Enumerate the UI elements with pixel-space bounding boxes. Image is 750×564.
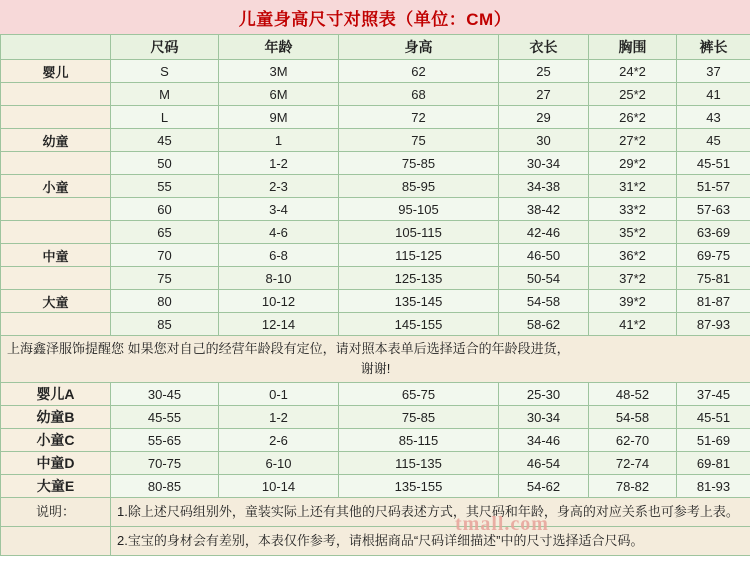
- cell-clothlength: 54-58: [499, 290, 589, 313]
- table-row: [1, 198, 750, 221]
- cell-chest: 37*2: [589, 267, 677, 290]
- table2-row: [1, 406, 750, 429]
- explain-label-empty: [1, 527, 111, 556]
- cell-age: 0-1: [219, 383, 339, 406]
- row-group-label: [1, 83, 111, 106]
- notice-line-2: 谢谢!: [360, 361, 391, 376]
- cell-chest: 35*2: [589, 221, 677, 244]
- cell-clothlength: 54-62: [499, 475, 589, 498]
- cell-age: 10-12: [219, 290, 339, 313]
- cell-height: 68: [339, 83, 499, 106]
- cell-clothlength: 27: [499, 83, 589, 106]
- cell-clothlength: 38-42: [499, 198, 589, 221]
- cell-size: 30-45: [111, 383, 219, 406]
- notice-row: [1, 336, 750, 383]
- row-group-label: 大童E: [1, 475, 111, 498]
- cell-size: 55: [111, 175, 219, 198]
- cell-age: 2-3: [219, 175, 339, 198]
- header-cell-group: [1, 35, 111, 60]
- cell-size: 55-65: [111, 429, 219, 452]
- cell-height: 75-85: [339, 152, 499, 175]
- cell-chest: 26*2: [589, 106, 677, 129]
- watermark: tmall.com: [455, 513, 549, 535]
- cell-chest: 48-52: [589, 383, 677, 406]
- size-chart-table: [0, 34, 750, 556]
- cell-age: 3-4: [219, 198, 339, 221]
- cell-pantlength: 37: [677, 60, 750, 83]
- cell-age: 1-2: [219, 406, 339, 429]
- shop-name: 上海鑫泽服饰提醒您: [7, 341, 125, 356]
- cell-chest: 36*2: [589, 244, 677, 267]
- cell-size: 45: [111, 129, 219, 152]
- cell-height: 105-115: [339, 221, 499, 244]
- cell-height: 145-155: [339, 313, 499, 336]
- cell-size: 65: [111, 221, 219, 244]
- explain-label: 说明：: [1, 498, 111, 527]
- cell-pantlength: 69-75: [677, 244, 750, 267]
- cell-size: 80: [111, 290, 219, 313]
- cell-pantlength: 63-69: [677, 221, 750, 244]
- cell-height: 85-95: [339, 175, 499, 198]
- cell-age: 6-8: [219, 244, 339, 267]
- cell-clothlength: 25: [499, 60, 589, 83]
- cell-chest: 62-70: [589, 429, 677, 452]
- row-group-label: [1, 221, 111, 244]
- notice-cell: [1, 336, 750, 383]
- table-row: [1, 221, 750, 244]
- cell-size: 50: [111, 152, 219, 175]
- row-group-label: 中童: [1, 244, 111, 267]
- cell-clothlength: 50-54: [499, 267, 589, 290]
- cell-chest: 33*2: [589, 198, 677, 221]
- cell-height: 135-145: [339, 290, 499, 313]
- header-cell-height: 身高: [339, 35, 499, 60]
- cell-clothlength: 25-30: [499, 383, 589, 406]
- cell-age: 4-6: [219, 221, 339, 244]
- cell-clothlength: 58-62: [499, 313, 589, 336]
- cell-size: L: [111, 106, 219, 129]
- cell-height: 125-135: [339, 267, 499, 290]
- cell-chest: 72-74: [589, 452, 677, 475]
- cell-height: 115-135: [339, 452, 499, 475]
- cell-pantlength: 45: [677, 129, 750, 152]
- cell-height: 115-125: [339, 244, 499, 267]
- notice-line-1: [7, 339, 744, 359]
- cell-clothlength: 29: [499, 106, 589, 129]
- cell-age: 8-10: [219, 267, 339, 290]
- cell-pantlength: 75-81: [677, 267, 750, 290]
- cell-size: 80-85: [111, 475, 219, 498]
- cell-pantlength: 81-93: [677, 475, 750, 498]
- cell-clothlength: 42-46: [499, 221, 589, 244]
- explain-text-2: [111, 527, 750, 556]
- cell-clothlength: 30-34: [499, 406, 589, 429]
- cell-age: 12-14: [219, 313, 339, 336]
- cell-pantlength: 51-69: [677, 429, 750, 452]
- header-cell-age: 年龄: [219, 35, 339, 60]
- cell-chest: 24*2: [589, 60, 677, 83]
- cell-clothlength: 46-50: [499, 244, 589, 267]
- cell-height: 135-155: [339, 475, 499, 498]
- cell-age: 9M: [219, 106, 339, 129]
- cell-height: 85-115: [339, 429, 499, 452]
- row-group-label: [1, 106, 111, 129]
- cell-clothlength: 30: [499, 129, 589, 152]
- cell-chest: 39*2: [589, 290, 677, 313]
- row-group-label: 幼童B: [1, 406, 111, 429]
- cell-age: 2-6: [219, 429, 339, 452]
- cell-pantlength: 37-45: [677, 383, 750, 406]
- cell-clothlength: 34-46: [499, 429, 589, 452]
- cell-chest: 27*2: [589, 129, 677, 152]
- cell-chest: 25*2: [589, 83, 677, 106]
- row-group-label: 幼童: [1, 129, 111, 152]
- cell-age: 3M: [219, 60, 339, 83]
- table2-row: [1, 452, 750, 475]
- header-cell-size: 尺码: [111, 35, 219, 60]
- explain-paragraph-2: 2.宝宝的身材会有差别，本表仅作参考，请根据商品“尺码详细描述”中的尺寸选择适合尺码。: [117, 533, 644, 548]
- cell-size: M: [111, 83, 219, 106]
- cell-size: 60: [111, 198, 219, 221]
- explain-row-1: [1, 498, 750, 527]
- cell-age: 1-2: [219, 152, 339, 175]
- cell-chest: 29*2: [589, 152, 677, 175]
- cell-pantlength: 57-63: [677, 198, 750, 221]
- cell-age: 10-14: [219, 475, 339, 498]
- cell-age: 1: [219, 129, 339, 152]
- table-row: [1, 175, 750, 198]
- cell-pantlength: 81-87: [677, 290, 750, 313]
- cell-height: 95-105: [339, 198, 499, 221]
- row-group-label: 大童: [1, 290, 111, 313]
- table-row: [1, 106, 750, 129]
- title-band: [0, 0, 750, 34]
- row-group-label: [1, 152, 111, 175]
- table-row: [1, 152, 750, 175]
- cell-size: 70-75: [111, 452, 219, 475]
- cell-pantlength: 51-57: [677, 175, 750, 198]
- explain-paragraph-1: 1.除上述尺码组别外，童装实际上还有其他的尺码表述方式，其尺码和年龄，身高的对应关系也可参考上表。: [117, 504, 739, 519]
- cell-clothlength: 34-38: [499, 175, 589, 198]
- table-row: [1, 290, 750, 313]
- cell-pantlength: 41: [677, 83, 750, 106]
- page-title: 儿童身高尺寸对照表（单位：CM）: [238, 9, 512, 29]
- table-row: [1, 244, 750, 267]
- table-row: [1, 83, 750, 106]
- explain-row-2: [1, 527, 750, 556]
- cell-height: 75: [339, 129, 499, 152]
- table-row: [1, 267, 750, 290]
- cell-size: 85: [111, 313, 219, 336]
- row-group-label: 婴儿: [1, 60, 111, 83]
- cell-height: 65-75: [339, 383, 499, 406]
- cell-pantlength: 69-81: [677, 452, 750, 475]
- table2-row: [1, 383, 750, 406]
- cell-chest: 41*2: [589, 313, 677, 336]
- row-group-label: [1, 198, 111, 221]
- cell-age: 6M: [219, 83, 339, 106]
- header-cell-clothlength: 衣长: [499, 35, 589, 60]
- table-row: [1, 60, 750, 83]
- cell-size: 45-55: [111, 406, 219, 429]
- row-group-label: 中童D: [1, 452, 111, 475]
- cell-height: 72: [339, 106, 499, 129]
- cell-size: 70: [111, 244, 219, 267]
- row-group-label: [1, 313, 111, 336]
- row-group-label: 婴儿A: [1, 383, 111, 406]
- cell-pantlength: 87-93: [677, 313, 750, 336]
- cell-size: S: [111, 60, 219, 83]
- cell-clothlength: 46-54: [499, 452, 589, 475]
- cell-pantlength: 45-51: [677, 406, 750, 429]
- cell-chest: 78-82: [589, 475, 677, 498]
- header-cell-pantlength: 裤长: [677, 35, 750, 60]
- row-group-label: 小童C: [1, 429, 111, 452]
- table2-row: [1, 475, 750, 498]
- cell-pantlength: 43: [677, 106, 750, 129]
- row-group-label: [1, 267, 111, 290]
- cell-clothlength: 30-34: [499, 152, 589, 175]
- cell-height: 62: [339, 60, 499, 83]
- row-group-label: 小童: [1, 175, 111, 198]
- cell-chest: 31*2: [589, 175, 677, 198]
- table-row: [1, 129, 750, 152]
- cell-chest: 54-58: [589, 406, 677, 429]
- cell-pantlength: 45-51: [677, 152, 750, 175]
- table-header-row: [1, 35, 750, 60]
- table2-row: [1, 429, 750, 452]
- table-row: [1, 313, 750, 336]
- cell-height: 75-85: [339, 406, 499, 429]
- cell-size: 75: [111, 267, 219, 290]
- cell-age: 6-10: [219, 452, 339, 475]
- explain-text-1: [111, 498, 750, 527]
- header-cell-chest: 胸围: [589, 35, 677, 60]
- notice-text: 如果您对自己的经营年龄段有定位，请对照本表单后选择适合的年龄段进货，: [127, 341, 570, 356]
